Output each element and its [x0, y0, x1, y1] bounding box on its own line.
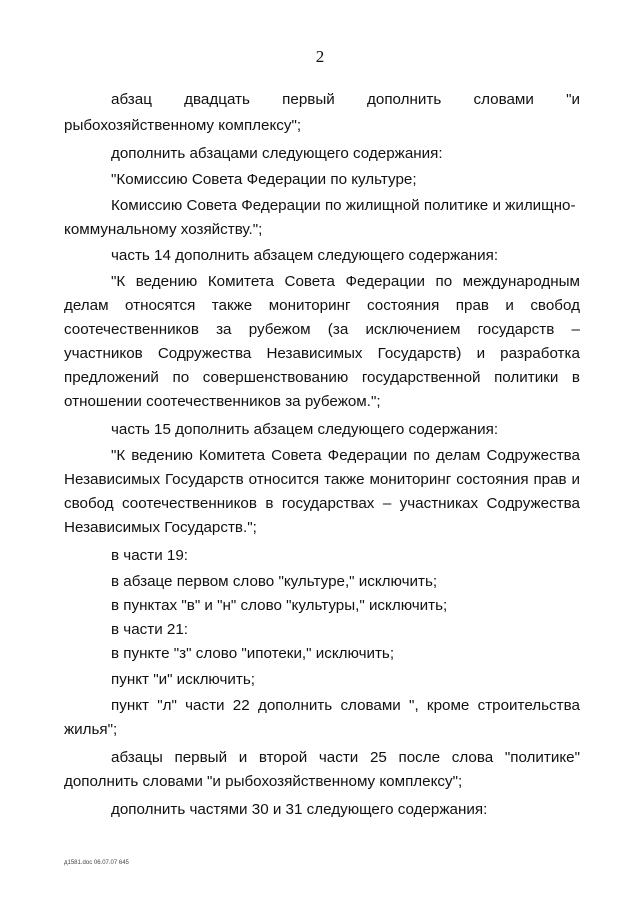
word: строительства [477, 697, 580, 714]
word: в [265, 495, 274, 512]
text-line [64, 345, 580, 363]
text-line: в части 21: [111, 621, 189, 638]
text-line [111, 749, 580, 767]
word: участников [64, 345, 143, 362]
text-line: отношении соотечественников за рубежом."; [64, 393, 381, 410]
text-line [111, 447, 580, 465]
text-line: часть 15 дополнить абзацем следующего содержания: [111, 421, 499, 438]
word: предложений [64, 369, 159, 386]
text-line: Независимых Государств."; [64, 519, 257, 536]
word: и [505, 297, 514, 314]
word: кроме [426, 697, 470, 714]
word: "и [566, 91, 580, 108]
word: также [324, 471, 365, 488]
word: соотечественников [64, 321, 199, 338]
word: абзац [111, 91, 152, 108]
text-line [111, 273, 580, 291]
word: прав [533, 471, 567, 488]
word: Комитета [207, 273, 274, 290]
text-line: "Комиссию Совета Федерации по культуре; [111, 171, 417, 188]
word: двадцать [184, 91, 250, 108]
text-line: дополнить словами "и рыбохозяйственному комплексу"; [64, 773, 463, 790]
word: ведению [131, 447, 193, 464]
word: Государств) [377, 345, 462, 362]
word: Содружества [157, 345, 252, 362]
word: – [571, 321, 580, 338]
text-line: Комиссию Совета Федерации по жилищной политике и жилищно- [111, 197, 576, 214]
word: ", [409, 697, 419, 714]
text-line: в пунктах "в" и "н" слово "культуры," исключить; [111, 597, 448, 614]
page-number: 2 [315, 47, 325, 66]
word: после [398, 749, 441, 766]
word: Содружества [486, 495, 580, 512]
word: "К [111, 273, 126, 290]
word: "К [111, 447, 126, 464]
word: рубежом [248, 321, 311, 338]
text-line: в абзаце первом слово "культуре," исключить; [111, 573, 438, 590]
word: государствах [281, 495, 375, 512]
word: первый [174, 749, 228, 766]
word: 25 [369, 749, 387, 766]
word: состояния [456, 471, 529, 488]
word: Совета [284, 273, 335, 290]
word: разработка [500, 345, 580, 362]
word: и [476, 345, 486, 362]
word: словами [473, 91, 534, 108]
word: Независимых [64, 471, 161, 488]
word: "политике" [504, 749, 580, 766]
word: относится [248, 471, 320, 488]
text-line [64, 471, 580, 489]
word: делам [64, 297, 109, 314]
text-line: дополнить абзацами следующего содержания: [111, 145, 443, 162]
word: соотечественников [122, 495, 257, 512]
word: совершенствованию [202, 369, 349, 386]
text-line: в части 19: [111, 547, 189, 564]
word: дополнить [257, 697, 333, 714]
word: по [413, 447, 430, 464]
word: также [211, 297, 253, 314]
word: ведению [135, 273, 198, 290]
word: Содружества [486, 447, 580, 464]
word: слова [451, 749, 494, 766]
word: и [238, 749, 248, 766]
word: Государств [164, 471, 244, 488]
word: второй [258, 749, 308, 766]
word: и [571, 471, 580, 488]
word: первый [282, 91, 335, 108]
word: – [382, 495, 392, 512]
word: словами [340, 697, 401, 714]
word: части [185, 697, 225, 714]
word: Независимых [266, 345, 363, 362]
word: "л" [157, 697, 177, 714]
word: за [216, 321, 232, 338]
word: исключением [365, 321, 461, 338]
word: относятся [125, 297, 196, 314]
word: международным [462, 273, 580, 290]
word: мониторинг [268, 297, 351, 314]
word: дополнить [367, 91, 442, 108]
word: пункт [111, 697, 149, 714]
word: мониторинг [369, 471, 452, 488]
word: абзацы [111, 749, 163, 766]
text-line: жилья"; [64, 721, 118, 738]
word: (за [327, 321, 349, 338]
word: делам [435, 447, 481, 464]
word: государственной [361, 369, 481, 386]
word: свобод [64, 495, 114, 512]
text-line: в пункте "з" слово "ипотеки," исключить; [111, 645, 395, 662]
word: части [318, 749, 359, 766]
word: Совета [271, 447, 322, 464]
text-line [64, 369, 580, 387]
word: участниках [399, 495, 479, 512]
word: Комитета [198, 447, 266, 464]
word: 22 [232, 697, 250, 714]
text-line [64, 297, 580, 315]
word: состояния [366, 297, 440, 314]
text-line [111, 91, 580, 109]
text-line [64, 321, 580, 339]
word: прав [455, 297, 489, 314]
text-line: пункт "и" исключить; [111, 671, 255, 688]
file-footer: д1581.doc 06.07.07 645 [64, 860, 129, 866]
word: государств [477, 321, 555, 338]
word: по [435, 273, 453, 290]
text-line: дополнить частями 30 и 31 следующего содержания: [111, 801, 488, 818]
word: свобод [530, 297, 580, 314]
word: в [571, 369, 580, 386]
word: Федерации [345, 273, 425, 290]
text-line [111, 697, 580, 715]
word: Федерации [327, 447, 408, 464]
word: политики [494, 369, 559, 386]
text-line: коммунальному хозяйству."; [64, 221, 263, 238]
text-line [64, 495, 580, 513]
text-line: рыбохозяйственному комплексу"; [64, 117, 302, 134]
text-line: часть 14 дополнить абзацем следующего содержания: [111, 247, 499, 264]
word: по [172, 369, 190, 386]
